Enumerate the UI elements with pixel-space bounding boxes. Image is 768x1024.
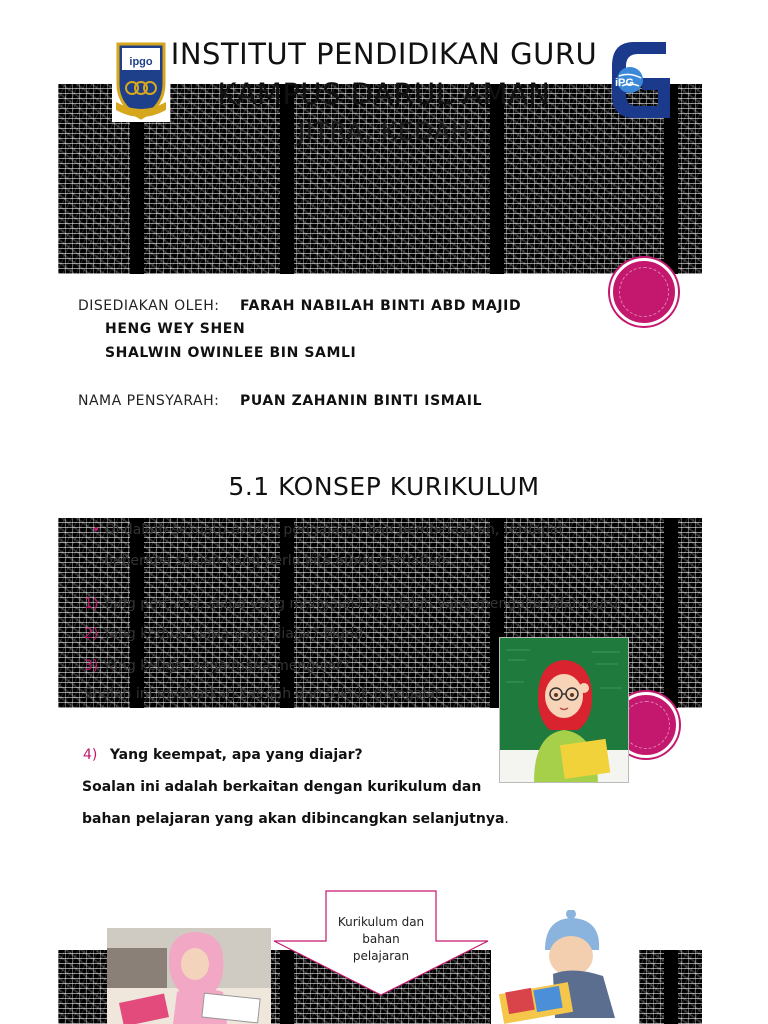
list-item-4-text: Yang keempat, apa yang diajar? [109, 747, 363, 763]
ipg-g-logo [604, 36, 676, 122]
list-item-4 [83, 747, 363, 763]
header-title-line1: INSTITUT PENDIDIKAN GURU [170, 37, 598, 71]
lecturer-label: NAMA PENSYARAH: [78, 393, 220, 409]
section-title: 5.1 KONSEP KURIKULUM [228, 472, 540, 501]
ipg-crest-logo [112, 40, 170, 122]
prepared-by-name-1: FARAH NABILAH BINTI ABD MAJID [240, 298, 522, 314]
header-title-line3: JITRA, KEDAH [297, 117, 471, 146]
list-item-4-number: 4) [83, 747, 98, 763]
obscured-line-5: 3) Yang ketiga, bagaimana mengajar? [84, 658, 350, 674]
svg-text:iPG: iPG [615, 77, 634, 89]
header-title-line2: KAMPUS DARUL AMAN [217, 77, 551, 111]
obscured-line-6: Soalan ini melibatkan kaedah dan teknik mengajar. [84, 686, 444, 702]
teacher-cartoon-image [499, 637, 629, 783]
curriculum-arrow-callout [272, 889, 490, 999]
obscured-line-1: • Di dalam sesuatu aktiviti pengajaran dan pembelajaran, terdapat [92, 522, 564, 538]
obscured-line-3: 1) Yang pertama, siapa yang mengajar? Ia adalah yang mengajar ialah guru. [84, 596, 623, 612]
prepared-by-name-2: HENG WEY SHEN [105, 321, 246, 337]
prepared-by-name-3: SHALWIN OWINLEE BIN SAMLI [105, 345, 357, 361]
decorative-magenta-circle-top [610, 258, 678, 326]
bullet-icon: • [92, 522, 101, 538]
obscured-line-4: 2) Yang kedua, siapa yang diajar? Murid. [84, 626, 368, 642]
arrow-callout-line2: bahan [362, 932, 400, 946]
lecturer-name: PUAN ZAHANIN BINTI ISMAIL [240, 393, 483, 409]
paragraph-line-1: Soalan ini adalah berkaitan dengan kurikulum dan [82, 779, 482, 795]
prepared-by-label: DISEDIAKAN OLEH: [78, 298, 220, 314]
arrow-callout-line3: pelajaran [352, 949, 410, 963]
obscured-line-2: beberapa soalan yang perlu kita ambil perhatian: [104, 553, 451, 569]
arrow-callout-line1: Kurikulum dan [337, 915, 425, 929]
girl-reading-photo [107, 928, 271, 1024]
svg-text:ipgo: ipgo [129, 56, 153, 68]
paragraph-line-2: bahan pelajaran yang akan dibincangkan selanjutnya. [82, 811, 509, 827]
baby-reading-photo [491, 910, 639, 1024]
